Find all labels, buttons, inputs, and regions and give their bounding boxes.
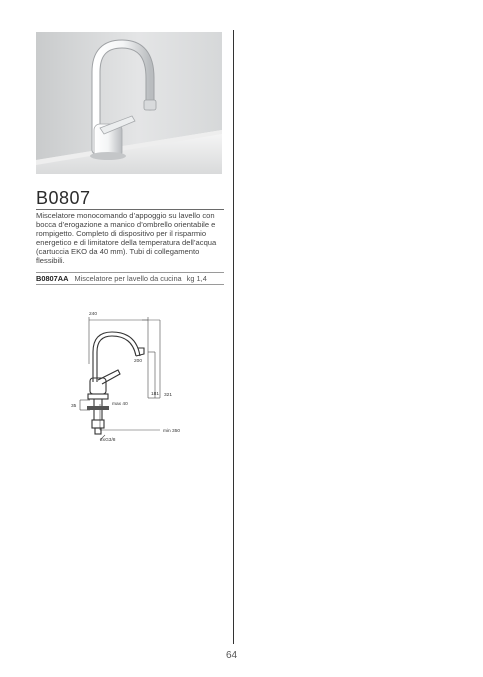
dim-thread-label: 2xG3/8	[100, 438, 116, 443]
dim-min350-label: min 350	[163, 429, 181, 434]
dim-max40-label: max 40	[112, 402, 128, 407]
page-number: 64	[226, 650, 238, 661]
variant-name: Miscelatore per lavello da cucina	[74, 274, 182, 283]
title-divider	[36, 209, 224, 210]
variant-row	[36, 274, 224, 283]
dim-321-label: 321	[164, 393, 173, 398]
variant-top-divider	[36, 272, 224, 273]
technical-drawing	[60, 302, 200, 452]
column-divider	[233, 30, 234, 644]
product-description: Miscelatore monocomando d’appoggio su lavello con bocca d’erogazione a manico d’ombrello orientabile e rompigetto. Completo di dispositivo per il risparmio energetico e di limitatore della temperatura dell’acqua (cartuccia EKO da 40 mm). Tubi di collegamento flessibili.	[36, 211, 217, 265]
variant-code: B0807AA	[36, 274, 69, 283]
faucet-body-outline	[90, 378, 106, 394]
variant-weight: kg 1,4	[186, 274, 207, 283]
mounting-nut	[87, 406, 109, 410]
dim-181-label: 181	[151, 392, 160, 397]
dim-240-label: 240	[89, 312, 98, 317]
faucet-photo-illustration	[36, 32, 222, 174]
product-title: B0807	[36, 188, 91, 208]
product-photo	[36, 32, 222, 174]
variant-bottom-divider	[36, 284, 224, 285]
spout-outline	[93, 332, 143, 382]
dim-35-label: 35	[71, 404, 77, 409]
dim-200-label: 200	[134, 359, 143, 364]
